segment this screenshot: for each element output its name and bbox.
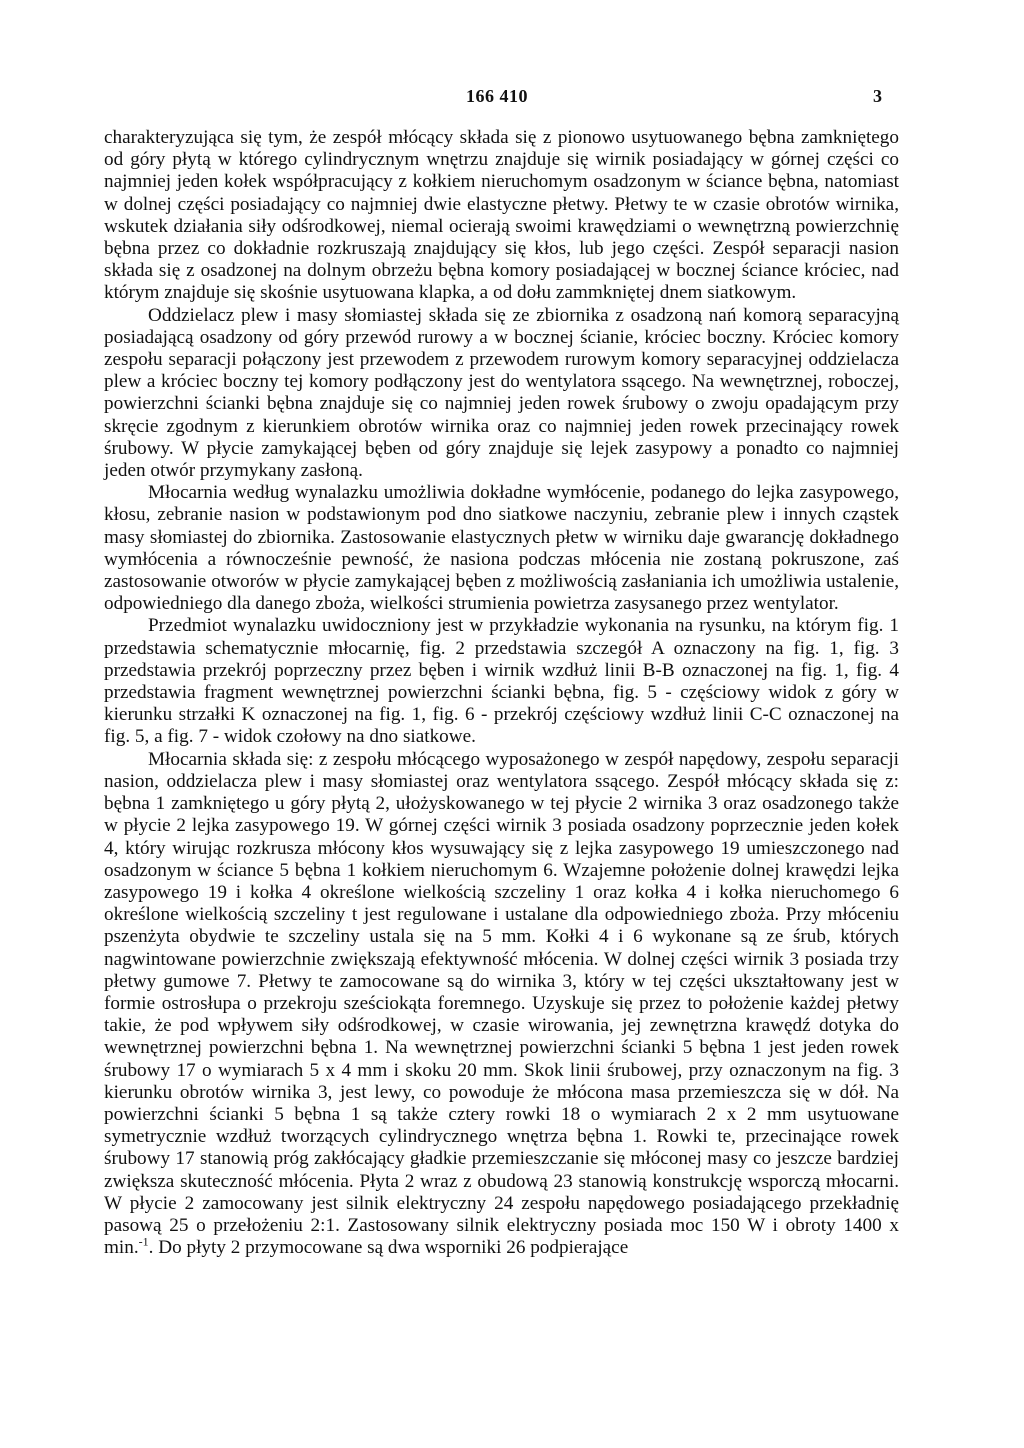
paragraph-2: Oddzielacz plew i masy słomiastej składa się ze zbiornika z osadzoną nań komorą separacyjną posiadającą osadzony od góry przewód rurowy a w bocznej ścianie, króciec boczny. Króciec komory zespołu separacji połączony jest przewodem z przewodem rurowym komory separacyjnej oddzielacza plew a króciec boczny tej komory podłączony jest do wentylatora ssącego. Na wewnętrznej, roboczej, powierzchni ścianki bębna znajduje się co najmniej jeden rowek śrubowy o zwoju opadającym przy skręcie zgodnym z kierunkiem obrotów wirnika oraz co najmniej jeden rowek przecinający rowek śrubowy. W płycie zamykającej bęben od góry znajduje się lejek zasypowy a ponadto co najmniej jeden otwór przymykany zasłoną.	[104, 304, 899, 482]
exponent-superscript: -1	[138, 1234, 149, 1249]
document-number: 166 410	[466, 86, 528, 106]
paragraph-5-end: . Do płyty 2 przymocowane są dwa wsporniki 26 podpierające	[148, 1237, 629, 1259]
paragraph-5	[104, 749, 899, 1260]
paragraph-3: Młocarnia według wynalazku umożliwia dokładne wymłócenie, podanego do lejka zasypowego, kłosu, zebranie nasion w podstawionym pod dno siatkowe naczyniu, zebranie plew i innych cząstek masy słomiastej do zbiornika. Zastosowanie elastycznych płetw w wirniku daje gwarancję dokładnego wymłócenia a równocześnie pewność, że nasiona podczas młócenia nie zostaną pokruszone, zaś zastosowanie otworów w płycie zamykającej bęben z możliwością zasłaniania ich umożliwia ustalenie, odpowiedniego dla danego zboża, wielkości strumienia powietrza zasysanego przez wentylator.	[104, 482, 899, 615]
paragraph-1: charakteryzująca się tym, że zespół młócący składa się z pionowo usytuowanego bębna zamkniętego od góry płytą w którego cylindrycznym wnętrzu znajduje się wirnik posiadający w górnej części co najmniej jeden kołek współpracujący z kołkiem nieruchomym osadzonym w ściance bębna, natomiast w dolnej części posiadający co najmniej dwie elastyczne płetwy. Płetwy te w czasie obrotów wirnika, wskutek działania siły odśrodkowej, niemal ocierają swoimi krawędziami o wewnętrzną powierzchnię bębna przez co dokładnie rozkruszają znajdujący się kłos, lub jego części. Zespół separacji nasion składa się z osadzonej na dolnym obrzeżu bębna komory posiadającej w bocznej ściance króciec, nad którym znajduje się skośnie usytuowana klapka, a od dołu zammkniętej dnem siatkowym.	[104, 127, 899, 304]
page-number: 3	[873, 86, 882, 106]
paragraph-4: Przedmiot wynalazku uwidoczniony jest w przykładzie wykonania na rysunku, na którym fig. 1 przedstawia schematycznie młocarnię, fig. 2 przedstawia szczegół A oznaczony na fig. 1, fig. 3 przedstawia przekrój poprzeczny przez bęben i wirnik wzdłuż linii B-B oznaczonej na fig. 1, fig. 4 przedstawia fragment wewnętrznej powierzchni ścianki bębna, fig. 5 - częściowy widok z góry w kierunku strzałki K oznaczonej na fig. 1, fig. 6 - przekrój częściowy wzdłuż linii C-C oznaczonej na fig. 5, a fig. 7 - widok czołowy na dno siatkowe.	[104, 615, 899, 748]
document-body	[104, 127, 899, 1259]
paragraph-5-text: Młocarnia składa się: z zespołu młócącego wyposażonego w zespół napędowy, zespołu separacji nasion, oddzielacza plew i masy słomiastej oraz wentylatora ssącego. Zespół młócący składa się z: bębna 1 zamkniętego u góry płytą 2, ułożyskowanego w tej płycie 2 wirnika 3 oraz osadzonego także w płycie 2 lejka zasypowego 19. W górnej części wirnik 3 posiada osadzony poprzecznie jeden kołek 4, który wirując rozkruszа młócony kłos wysuwający się z lejka zasypowego 19 umieszczonego nad osadzonym w ściance 5 bębna 1 kołkiem nieruchomym 6. Wzajemne położenie dolnej krawędzi lejka zasypowego 19 i kołka 4 określone wielkością szczeliny 1 oraz kołka 4 i kołka nieruchomego 6 określone wielkością szczeliny t jest regulowane i ustalane dla odpowiedniego zboża. Przy młóceniu pszenżyta obydwie te szczeliny ustala się na 5 mm. Kołki 4 i 6 wykonane są ze śrub, których nagwintowane powierzchnie zwiększają efektywność młócenia. W dolnej części wirnik 3 posiada trzy płetwy gumowe 7. Płetwy te zamocowane są do wirnika 3, który w tej części ukształtowany jest w formie ostrosłupa o przekroju sześciokąta foremnego. Uzyskuje się przez to położenie każdej płetwy takie, że pod wpływem siły odśrodkowej, w czasie wirowania, jej zewnętrzna krawędź dotyka do wewnętrznej powierzchni bębna 1. Na wewnętrznej powierzchni ścianki 5 bębna 1 jest jeden rowek śrubowy 17 o wymiarach 5 x 4 mm i skoku 20 mm. Skok linii śrubowej, przy oznaczonym na fig. 3 kierunku obrotów wirnika 3, jest lewy, co powoduje że młócona masa przemieszcza się w dół. Na powierzchni ścianki 5 bębna 1 są także cztery rowki 18 o wymiarach 2 x 2 mm usytuowane symetrycznie wzdłuż tworzących cylindrycznego wnętrza bębna 1. Rowki te, przecinające rowek śrubowy 17 stanowią próg zakłócający gładkie przemieszczanie się młóconej masy co jeszcze bardziej zwiększa skuteczność młócenia. Płyta 2 wraz z obudową 23 stanowią konstrukcję wsporczą młocarni. W płycie 2 zamocowany jest silnik elektryczny 24 zespołu napędowego posiadającego przekładnię pasową 25 o przełożeniu 2:1. Zastosowany silnik elektryczny posiada moc 150 W i obroty 1400 x min.	[104, 748, 899, 1259]
